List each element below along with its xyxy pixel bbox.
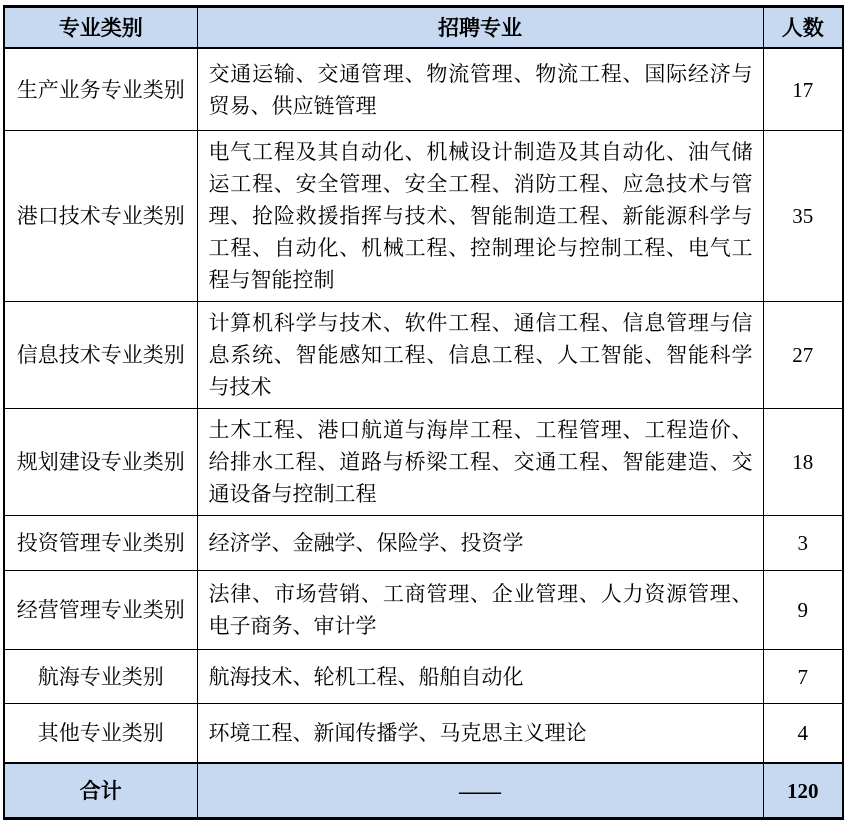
table-row [4, 302, 843, 409]
recruitment-table [3, 5, 844, 820]
majors-cell: 计算机科学与技术、软件工程、通信工程、信息管理与信息系统、智能感知工程、信息工程、人工智能、智能科学与技术 [197, 302, 763, 409]
category-cell: 其他专业类别 [4, 704, 197, 764]
column-header-count: 人数 [763, 7, 843, 49]
column-header-majors: 招聘专业 [197, 7, 763, 49]
majors-cell: 交通运输、交通管理、物流管理、物流工程、国际经济与贸易、供应链管理 [197, 48, 763, 131]
majors-cell: 电气工程及其自动化、机械设计制造及其自动化、油气储运工程、安全管理、安全工程、消防工程、应急技术与管理、抢险救援指挥与技术、智能制造工程、新能源科学与工程、自动化、机械工程、控制理论与控制工程、电气工程与智能控制 [197, 131, 763, 302]
footer-dash-placeholder: —— [197, 763, 763, 819]
table-row [4, 48, 843, 131]
majors-cell: 经济学、金融学、保险学、投资学 [197, 516, 763, 571]
count-cell: 4 [763, 704, 843, 764]
category-cell: 信息技术专业类别 [4, 302, 197, 409]
count-cell: 27 [763, 302, 843, 409]
footer-total-count: 120 [763, 763, 843, 819]
majors-cell: 法律、市场营销、工商管理、企业管理、人力资源管理、电子商务、审计学 [197, 571, 763, 650]
footer-total-label: 合计 [4, 763, 197, 819]
table-footer-row [4, 763, 843, 819]
category-cell: 投资管理专业类别 [4, 516, 197, 571]
table-header-row [4, 7, 843, 49]
category-cell: 经营管理专业类别 [4, 571, 197, 650]
category-cell: 生产业务专业类别 [4, 48, 197, 131]
count-cell: 35 [763, 131, 843, 302]
category-cell: 港口技术专业类别 [4, 131, 197, 302]
count-cell: 17 [763, 48, 843, 131]
category-cell: 航海专业类别 [4, 650, 197, 704]
majors-cell: 环境工程、新闻传播学、马克思主义理论 [197, 704, 763, 764]
majors-cell: 航海技术、轮机工程、船舶自动化 [197, 650, 763, 704]
count-cell: 9 [763, 571, 843, 650]
table-body [4, 48, 843, 763]
table-row [4, 409, 843, 516]
count-cell: 18 [763, 409, 843, 516]
column-header-category: 专业类别 [4, 7, 197, 49]
count-cell: 7 [763, 650, 843, 704]
table-row [4, 571, 843, 650]
category-cell: 规划建设专业类别 [4, 409, 197, 516]
table-row [4, 516, 843, 571]
count-cell: 3 [763, 516, 843, 571]
table-row [4, 650, 843, 704]
majors-cell: 土木工程、港口航道与海岸工程、工程管理、工程造价、给排水工程、道路与桥梁工程、交通工程、智能建造、交通设备与控制工程 [197, 409, 763, 516]
table-row [4, 131, 843, 302]
table-row [4, 704, 843, 764]
